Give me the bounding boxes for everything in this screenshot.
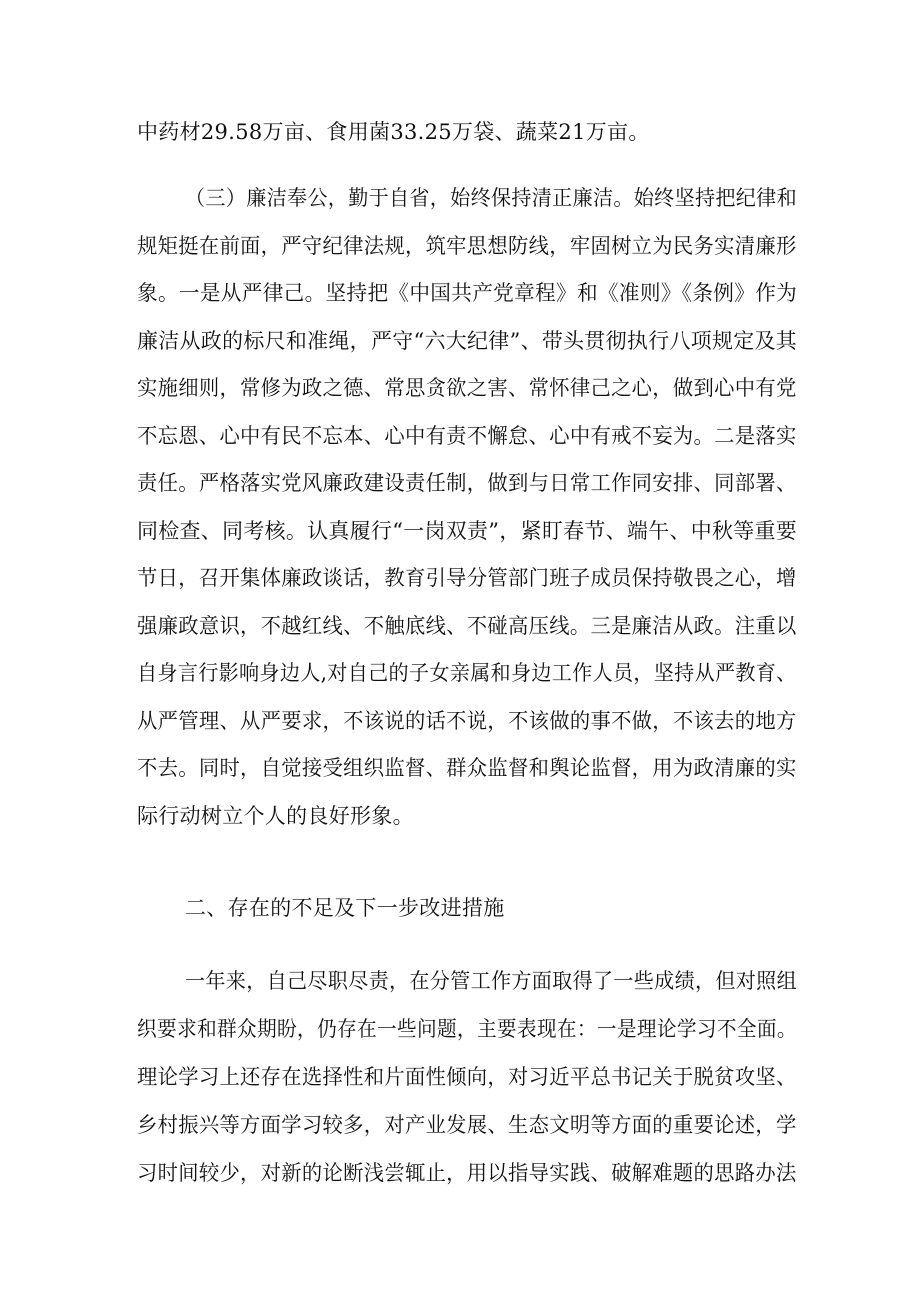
paragraph-line: 一年来，自己尽职尽责，在分管工作方面取得了一些成绩，但对照组 — [185, 969, 797, 993]
paragraph-line: 象。一是从严律己。坚持把《中国共产党章程》和《准则》《条例》作为 — [137, 281, 798, 305]
paragraph-line: 责任。严格落实党风廉政建设责任制，做到与日常工作同安排、同部署、 — [137, 471, 797, 495]
paragraph-line: 际行动树立个人的良好形象。 — [137, 803, 414, 828]
paragraph-line: 规矩挺在前面，严守纪律法规，筑牢思想防线，牢固树立为民务实清廉形 — [137, 233, 797, 258]
paragraph-line: 习时间较少，对新的论断浅尝辄止，用以指导实践、破解难题的思路办法 — [137, 1161, 797, 1185]
paragraph-line: 织要求和群众期盼，仍存在一些问题，主要表现在：一是理论学习不全面。 — [137, 1017, 797, 1041]
paragraph-line: 理论学习上还存在选择性和片面性倾向，对习近平总书记关于脱贫攻坚、 — [137, 1065, 797, 1089]
paragraph-line: 实施细则，常修为政之德、常思贪欲之害、常怀律己之心，做到心中有党 — [137, 376, 797, 400]
paragraph-line: 乡村振兴等方面学习较多，对产业发展、生态文明等方面的重要论述，学 — [137, 1113, 797, 1137]
paragraph-line: 廉洁从政的标尺和准绳，严守“六大纪律”、带头贯彻执行八项规定及其 — [137, 328, 798, 353]
paragraph-line: 不去。同时，自觉接受组织监督、群众监督和舆论监督，用为政清廉的实 — [137, 756, 797, 780]
paragraph-line: 中药材29.58万亩、食用菌33.25万袋、蔬菜21万亩。 — [137, 120, 650, 144]
section-heading-text: 二、存在的不足及下一步改进措施 — [185, 896, 505, 920]
paragraph-line: 不忘恩、心中有民不忘本、心中有责不懈怠、心中有戒不妄为。二是落实 — [137, 423, 797, 448]
paragraph-line: 节日，召开集体廉政谈话，教育引导分管部门班子成员保持敬畏之心，增 — [137, 566, 797, 590]
paragraph-line: 同检查、同考核。认真履行“一岗双责”，紧盯春节、端午、中秋等重要 — [137, 518, 798, 543]
paragraph-line: 强廉政意识，不越红线、不触底线、不碰高压线。三是廉洁从政。注重以 — [137, 613, 797, 638]
paragraph-line: （三）廉洁奉公，勤于自省，始终保持清正廉洁。始终坚持把纪律和 — [185, 186, 797, 210]
paragraph-line: 从严管理、从严要求，不该说的话不说，不该做的事不做，不该去的地方 — [137, 708, 797, 733]
paragraph-line: 自身言行影响身边人,对自己的子女亲属和身边工作人员，坚持从严教育、 — [137, 661, 797, 685]
